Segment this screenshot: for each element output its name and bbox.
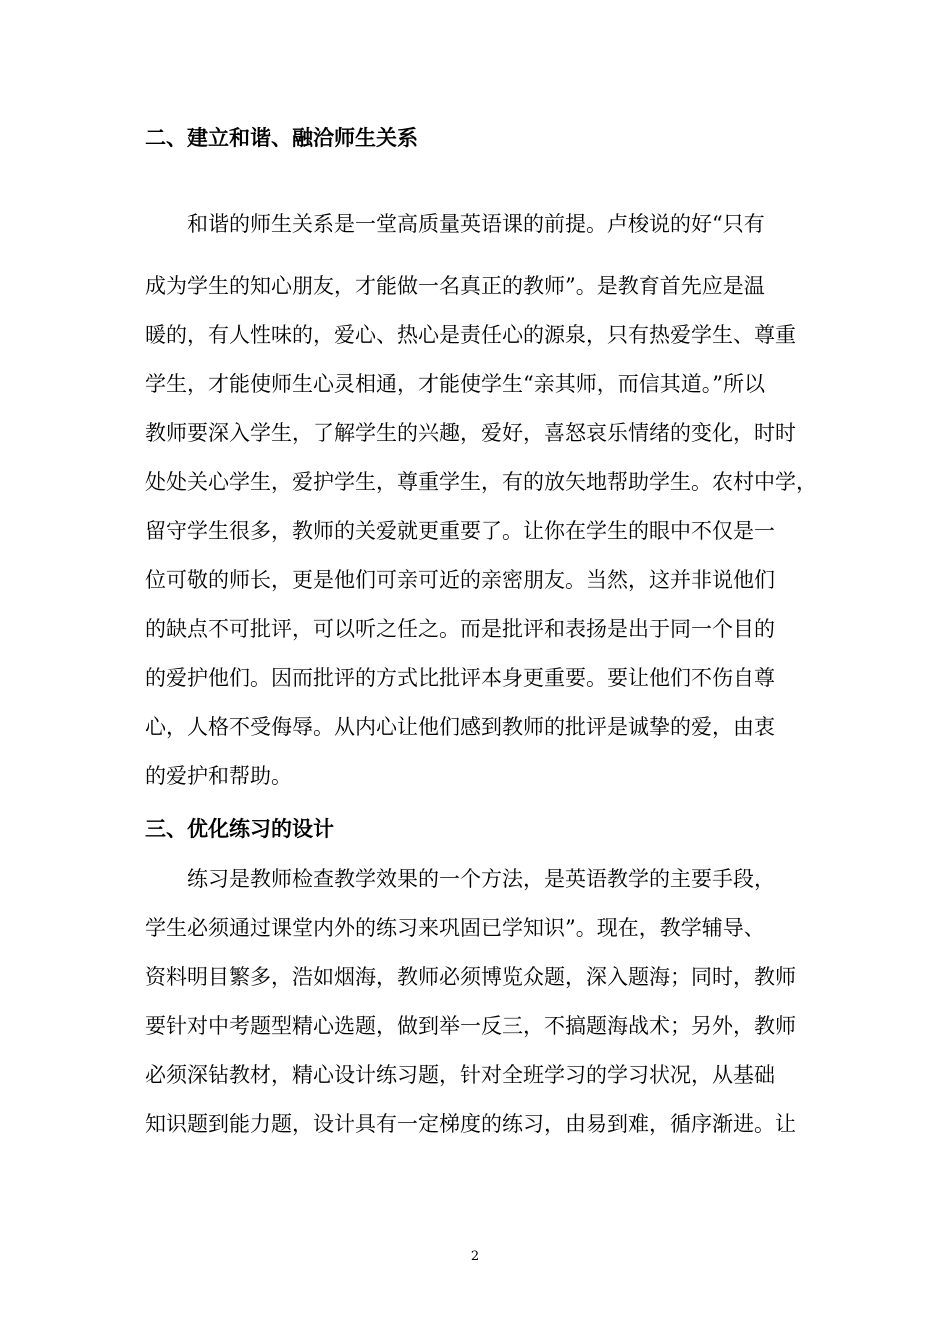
paragraph-line: 知识题到能力题，设计具有一定梯度的练习，由易到难，循序渐进。让: [145, 1112, 796, 1136]
paragraph-line: 处处关心学生，爱护学生，尊重学生，有的放矢地帮助学生。农村中学，: [145, 470, 817, 494]
paragraph-line: 成为学生的知心朋友，才能做一名真正的教师”。是教育首先应是温: [145, 274, 765, 298]
paragraph-line: 和谐的师生关系是一堂高质量英语课的前提。卢梭说的好“只有: [187, 212, 765, 236]
section-heading-exercise-design: 三、优化练习的设计: [145, 816, 334, 841]
paragraph-line: 留守学生很多，教师的关爱就更重要了。让你在学生的眼中不仅是一: [145, 519, 775, 543]
paragraph-line: 的爱护和帮助。: [145, 764, 292, 788]
paragraph-line: 练习是教师检查教学效果的一个方法，是英语教学的主要手段，: [187, 867, 775, 891]
paragraph-line: 要针对中考题型精心选题，做到举一反三，不搞题海战术；另外，教师: [145, 1014, 796, 1038]
paragraph-line: 暖的，有人性味的，爱心、热心是责任心的源泉，只有热爱学生、尊重: [145, 323, 796, 347]
paragraph-line: 教师要深入学生，了解学生的兴趣，爱好，喜怒哀乐情绪的变化，时时: [145, 421, 796, 445]
paragraph-line: 资料明目繁多，浩如烟海，教师必须博览众题，深入题海；同时，教师: [145, 965, 796, 989]
paragraph-line: 的爱护他们。因而批评的方式比批评本身更重要。要让他们不伤自尊: [145, 666, 775, 690]
paragraph-line: 位可敬的师长，更是他们可亲可近的亲密朋友。当然，这并非说他们: [145, 568, 775, 592]
page-number: 2: [470, 1249, 480, 1264]
paragraph-line: 心，人格不受侮辱。从内心让他们感到教师的批评是诚挚的爱，由衷: [145, 715, 775, 739]
paragraph-line: 必须深钻教材，精心设计练习题，针对全班学习的学习状况，从基础: [145, 1063, 775, 1087]
paragraph-line: 学生必须通过课堂内外的练习来巩固已学知识”。现在，教学辅导、: [145, 916, 765, 940]
paragraph-line: 的缺点不可批评，可以听之任之。而是批评和表扬是出于同一个目的: [145, 617, 775, 641]
section-heading-relationship: 二、建立和谐、融洽师生关系: [145, 125, 418, 150]
paragraph-line: 学生，才能使师生心灵相通，才能使学生“亲其师，而信其道。”所以: [145, 372, 765, 396]
